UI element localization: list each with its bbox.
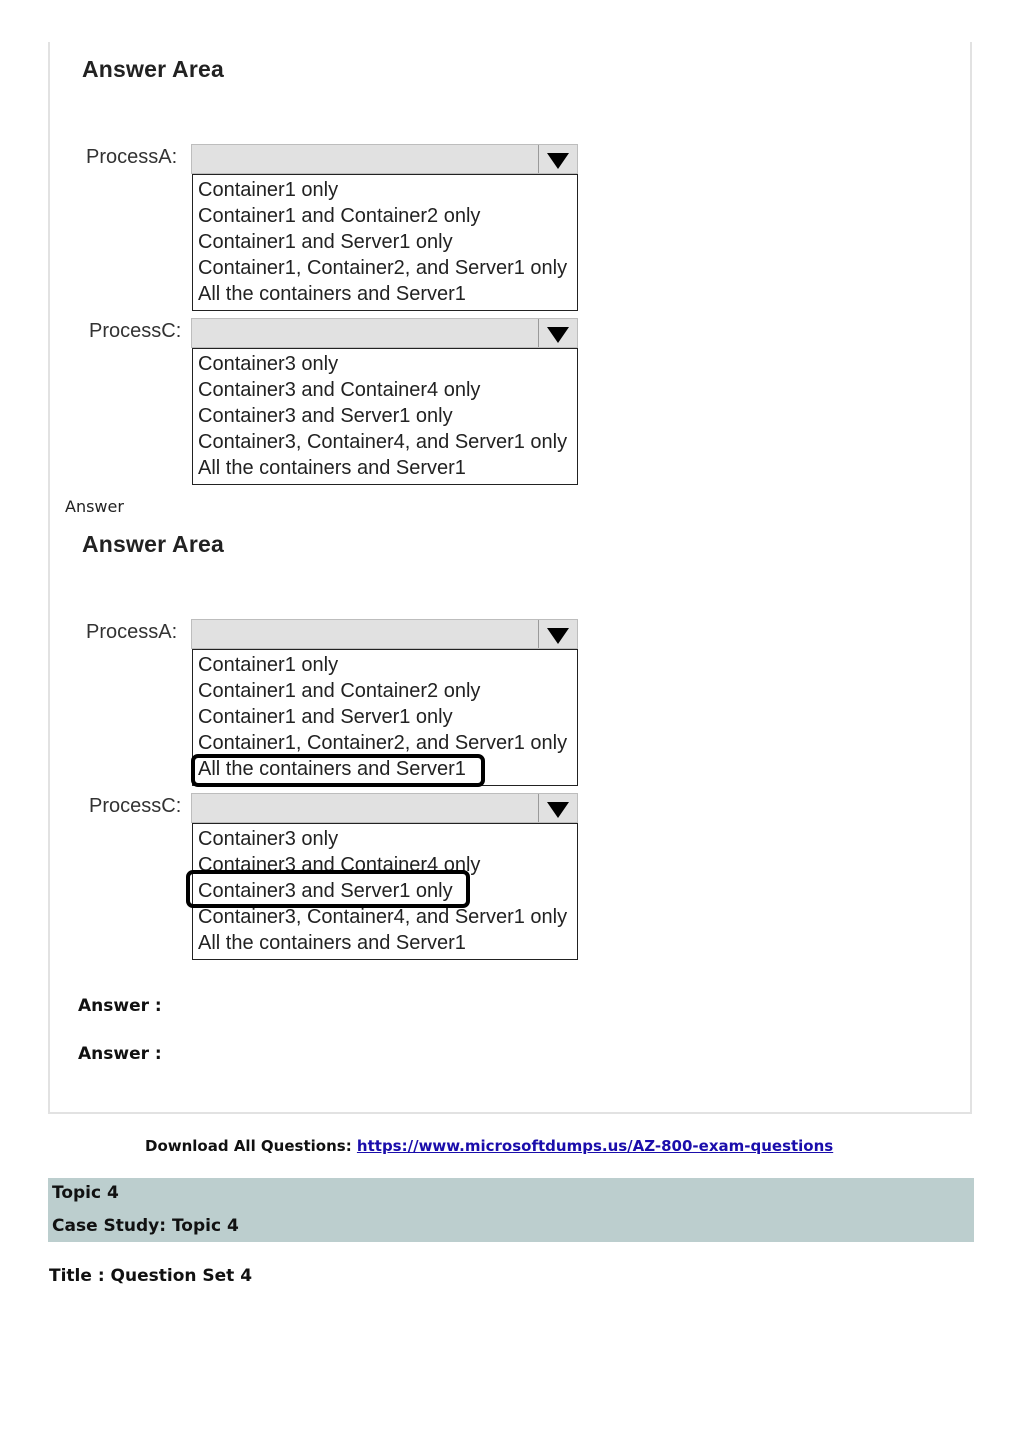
case-study-title: Case Study: Topic 4	[52, 1216, 239, 1236]
chevron-down-icon[interactable]	[538, 794, 577, 822]
answer-area-title: Answer Area	[82, 56, 224, 82]
dropdown-option[interactable]: All the containers and Server1	[198, 283, 466, 305]
dropdown-option-selected[interactable]: Container3 and Server1 only	[198, 880, 453, 902]
selection-highlight	[186, 870, 470, 908]
download-link[interactable]: https://www.microsoftdumps.us/AZ-800-exam-questions	[356, 1137, 834, 1155]
process-a-dropdown[interactable]	[191, 144, 578, 311]
dropdown-option[interactable]: Container1 only	[198, 654, 339, 676]
dropdown-option[interactable]: Container3 and Container4 only	[198, 854, 481, 876]
process-c-dropdown[interactable]	[191, 318, 578, 485]
download-line	[145, 1137, 833, 1155]
answer-area-title: Answer Area	[82, 531, 224, 557]
dropdown-option[interactable]: Container1, Container2, and Server1 only	[198, 257, 568, 279]
dropdown-option[interactable]: All the containers and Server1	[198, 932, 466, 954]
chevron-down-icon[interactable]	[538, 319, 577, 347]
topic-header	[48, 1178, 974, 1242]
question-set-title: Title : Question Set 4	[49, 1266, 253, 1286]
answer-label: Answer :	[78, 996, 162, 1016]
dropdown-option[interactable]: Container3, Container4, and Server1 only	[198, 431, 568, 453]
dropdown-option[interactable]: Container1 and Server1 only	[198, 231, 453, 253]
process-c-select[interactable]	[191, 793, 578, 823]
process-c-label: ProcessC:	[89, 320, 182, 342]
dropdown-option[interactable]: All the containers and Server1	[198, 457, 466, 479]
answer-label: Answer :	[78, 1044, 162, 1064]
dropdown-option[interactable]: Container3 only	[198, 353, 339, 375]
chevron-down-icon[interactable]	[538, 620, 577, 648]
answer-caption: Answer	[65, 497, 124, 516]
dropdown-option[interactable]: Container3, Container4, and Server1 only	[198, 906, 568, 928]
dropdown-option[interactable]: Container1, Container2, and Server1 only	[198, 732, 568, 754]
process-a-select[interactable]	[191, 619, 578, 649]
download-prefix: Download All Questions:	[145, 1137, 357, 1155]
process-a-label: ProcessA:	[86, 621, 178, 643]
dropdown-option[interactable]: Container1 and Container2 only	[198, 205, 481, 227]
process-a-label: ProcessA:	[86, 146, 178, 168]
dropdown-option[interactable]: Container3 and Container4 only	[198, 379, 481, 401]
selection-highlight	[191, 754, 485, 787]
process-c-label: ProcessC:	[89, 795, 182, 817]
topic-title: Topic 4	[52, 1183, 119, 1203]
dropdown-option[interactable]: Container1 and Container2 only	[198, 680, 481, 702]
process-c-select[interactable]	[191, 318, 578, 348]
process-c-options	[192, 348, 578, 485]
dropdown-option[interactable]: Container1 only	[198, 179, 339, 201]
dropdown-option[interactable]: Container3 only	[198, 828, 339, 850]
dropdown-option-selected[interactable]: All the containers and Server1	[198, 758, 466, 780]
dropdown-option[interactable]: Container1 and Server1 only	[198, 706, 453, 728]
dropdown-option[interactable]: Container3 and Server1 only	[198, 405, 453, 427]
process-a-select[interactable]	[191, 144, 578, 174]
process-a-options	[192, 174, 578, 311]
chevron-down-icon[interactable]	[538, 145, 577, 173]
